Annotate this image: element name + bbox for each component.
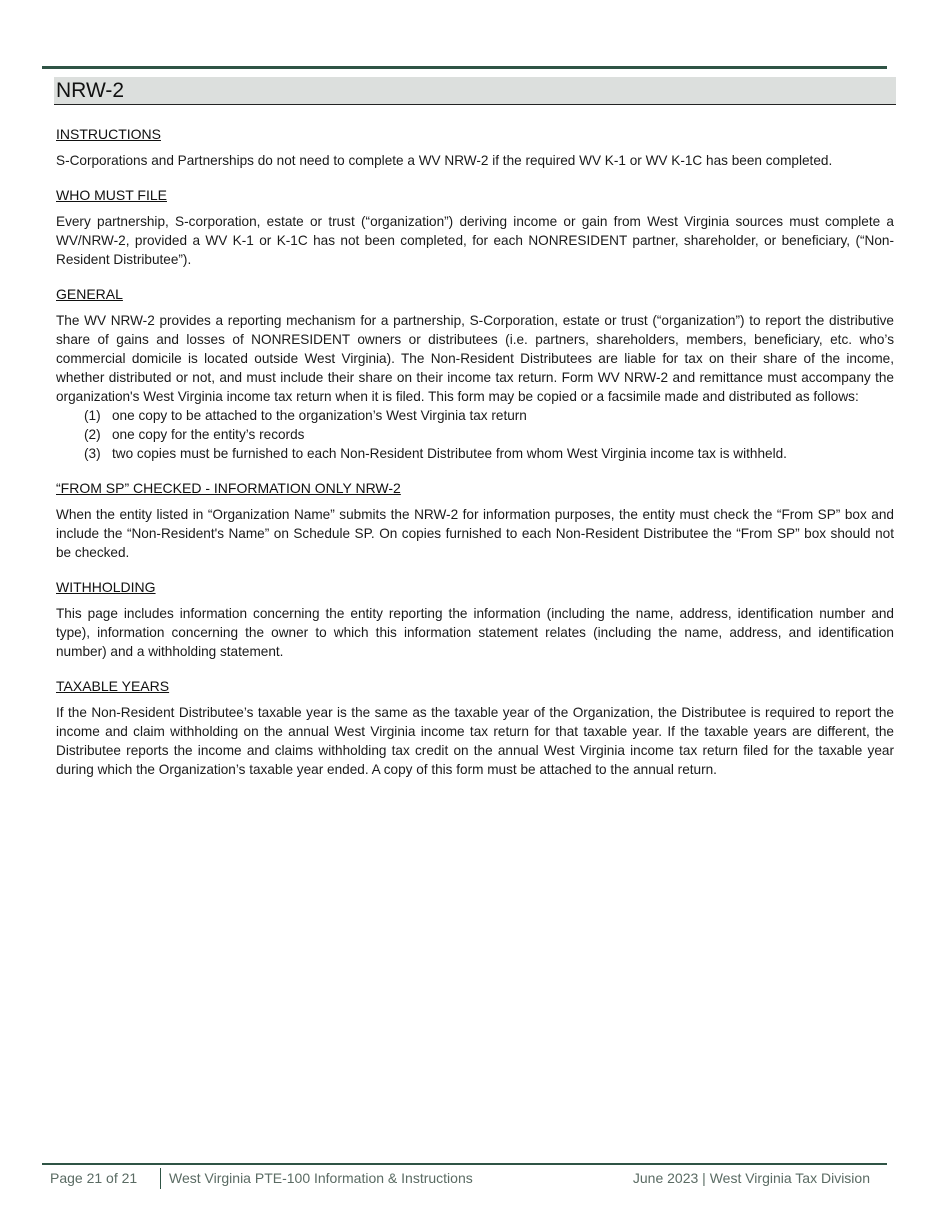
list-number: (1) <box>84 408 101 423</box>
section-heading: GENERAL <box>56 286 123 302</box>
footer-rule <box>42 1163 887 1165</box>
footer-document-title: West Virginia PTE-100 Information & Instructions <box>169 1170 473 1186</box>
section-general <box>56 285 894 463</box>
page-title: NRW-2 <box>56 79 125 102</box>
section-paragraph: Every partnership, S-corporation, estate or trust (“organization”) deriving income or gain from West Virginia sources must complete a WV/NRW-2, provided a WV K-1 or K-1C has not been completed, for each NONRESIDENT partner, shareholder, or beneficiary, (“Non-Resident Distributee”). <box>56 214 894 267</box>
section-paragraph: This page includes information concerning the entity reporting the information (including the name, address, identification number and type), information concerning the owner to which this information statement relates (including the name, address, and identification number) and a withholding statement. <box>56 606 894 659</box>
list-number: (3) <box>84 446 101 461</box>
list-item <box>84 406 894 425</box>
list-text: one copy to be attached to the organization’s West Virginia tax return <box>112 408 527 423</box>
section-heading: TAXABLE YEARS <box>56 678 170 694</box>
footer-page-number: Page 21 of 21 <box>50 1170 138 1186</box>
list-item <box>84 444 894 463</box>
content <box>56 125 894 795</box>
list-text: two copies must be furnished to each Non-Resident Distributee from whom West Virginia income tax is withheld. <box>112 446 787 461</box>
list-item <box>84 425 894 444</box>
section-paragraph: The WV NRW-2 provides a reporting mechanism for a partnership, S-Corporation, estate or trust (“organization”) to report the distributive share of gains and losses of NONRESIDENT owners or distributees (i.e. partners, shareholders, members, beneficiary, etc. who’s commercial domicile is located outside West Virginia). The Non-Resident Distributees are liable for tax on their share of the income, whether distributed or not, and must include their share on their income tax return. Form WV NRW-2 and remittance must accompany the organization's West Virginia income tax return when it is filed. This form may be copied or a facsimile made and distributed as follows: <box>56 313 894 404</box>
section-withholding <box>56 578 894 661</box>
footer-separator <box>160 1168 161 1189</box>
section-heading: INSTRUCTIONS <box>56 126 161 142</box>
page-footer <box>50 1168 870 1190</box>
section-heading: “FROM SP” CHECKED - INFORMATION ONLY NRW-2 <box>56 480 401 496</box>
list-number: (2) <box>84 427 101 442</box>
section-who-must-file <box>56 186 894 269</box>
section-paragraph: If the Non-Resident Distributee’s taxable year is the same as the taxable year of the Organization, the Distributee is required to report the income and claim withholding on the annual West Virginia income tax return for that taxable year. If the taxable years are different, the Distributee reports the income and claims withholding tax credit on the annual West Virginia income tax return filed for the taxable year during which the Organization’s taxable year ended. A copy of this form must be attached to the annual return. <box>56 705 894 777</box>
section-heading: WHO MUST FILE <box>56 187 167 203</box>
section-heading: WITHHOLDING <box>56 579 156 595</box>
footer-date-source: June 2023 | West Virginia Tax Division <box>632 1170 870 1186</box>
list-text: one copy for the entity’s records <box>112 427 305 442</box>
section-paragraph: S-Corporations and Partnerships do not need to complete a WV NRW-2 if the required WV K-1 or WV K-1C has been completed. <box>56 153 833 168</box>
title-bar <box>54 77 896 105</box>
section-from-sp <box>56 479 894 562</box>
section-instructions <box>56 125 894 170</box>
top-rule <box>42 66 887 69</box>
distribution-list <box>84 406 894 463</box>
section-paragraph: When the entity listed in “Organization Name” submits the NRW-2 for information purposes, the entity must check the “From SP” box and include the “Non-Resident's Name” on Schedule SP. On copies furnished to each Non-Resident Distributee the “From SP” box should not be checked. <box>56 507 894 560</box>
section-taxable-years <box>56 677 894 779</box>
